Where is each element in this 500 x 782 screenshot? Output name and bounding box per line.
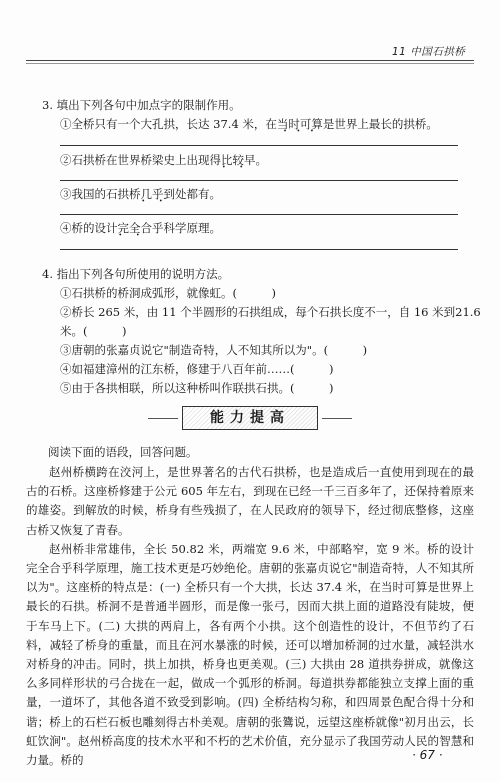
q3-s3-dotted: 几乎 • • (141, 186, 164, 202)
q3-sentence-2 (60, 152, 267, 168)
q3-s1-dotted: 当时可算 • • • (277, 116, 323, 132)
q3-s4-dotted: 完全 • • (118, 220, 141, 236)
q3-sentence-1 (60, 116, 438, 132)
q3-answer-line-4[interactable] (60, 249, 458, 250)
q4-item-4: ④如福建漳州的江东桥，修建于八百年前……( ) (60, 362, 334, 376)
q3-s4-pre: ④桥的设计 (60, 221, 118, 235)
q4-item-3: ③唐朝的张嘉贞说它"制造奇特，人不知其所以为"。( ) (60, 343, 368, 357)
q3-s2-pre: ②石拱桥在世界桥梁史上出现得 (60, 153, 221, 167)
q4-item-1: ①石拱桥的桥洞成弧形，就像虹。( ) (60, 286, 276, 300)
q3-s3-pre: ③我国的石拱桥 (60, 187, 141, 201)
chapter-header: 11 中国石拱桥 (392, 46, 466, 58)
q3-s1-pre: ①全桥只有一个大孔拱，长达 37.4 米，在 (60, 117, 277, 131)
reading-instruction: 阅读下面的语段，回答问题。 (48, 445, 198, 459)
header-rule-thin (26, 63, 474, 64)
question-4-heading: 4. 指出下列各句所使用的说明方法。 (42, 267, 230, 281)
q4-item-2-cont: 米。( ) (60, 324, 127, 338)
header-rule (26, 60, 474, 61)
q3-sentence-4 (60, 220, 221, 236)
banner-rule-left (148, 418, 178, 419)
page-number: · 67 · (412, 748, 443, 762)
q3-s1-post: 是世界上最长的拱桥。 (322, 117, 438, 131)
q3-s4-post: 合乎科学原理。 (140, 221, 221, 235)
q3-sentence-3 (60, 186, 221, 202)
q3-s3-post: 到处都有。 (163, 187, 221, 201)
q3-answer-line-1[interactable] (60, 145, 458, 146)
q4-item-2: ②桥长 265 米，由 11 个半圆形的石拱组成，每个石拱长度不一，自 16 米到21.6 (60, 305, 481, 319)
reading-passage (26, 463, 474, 770)
q3-s2-post: 早。 (244, 153, 267, 167)
section-banner: 能力提高 (182, 406, 318, 430)
q3-answer-line-2[interactable] (60, 180, 458, 181)
reading-paragraph-2: 赵州桥非常雄伟，全长 50.82 米，两端宽 9.6 米，中部略窄，宽 9 米。桥的设计完全合乎科学原理，施工技术更是巧妙绝伦。唐朝的张嘉贞说它"制造奇特，人不知其所以为"。这座桥的特点是：(一) 全桥只有一个大拱，长达 37.4 米，在当时可算是世界上最长的石拱。桥洞不是普通半圆形，而是像一张弓，因而大拱上面的道路没有陡坡，便于车马上下。(二) 大拱的两肩上，各有两个小拱。这个创造性的设计，不但节约了石料，减轻了桥身的重量，而且在河水暴涨的时候，还可以增加桥洞的过水量，减轻洪水对桥身的冲击。同时，拱上加拱，桥身也更美观。(三) 大拱由 28 道拱券拼成，就像这么多同样形状的弓合拢在一起，做成一个弧形的桥洞。每道拱券都能独立支撑上面的重量，一道坏了，其他各道不致受到影响。(四) 全桥结构匀称，和四周景色配合得十分和谐；桥上的石栏石板也雕刻得古朴美观。唐朝的张鷟说，远望这座桥就像"初月出云，长虹饮涧"。赵州桥高度的技术水平和不朽的艺术价值，充分显示了我国劳动人民的智慧和力量。桥的 (26, 541, 474, 768)
q3-s2-dotted: 比较 • • (221, 152, 244, 168)
reading-paragraph-1: 赵州桥横跨在洨河上，是世界著名的古代石拱桥，也是造成后一直使用到现在的最古的石桥。这座桥修建于公元 605 年左右，到现在已经一千三百多年了，还保持着原来的雄姿。到解放的时候，桥身有些残损了，在人民政府的领导下，经过彻底整修，这座古桥又恢复了青春。 (26, 465, 474, 537)
banner-rule-right (322, 418, 352, 419)
q4-item-5: ⑤由于各拱相联，所以这种桥叫作联拱石拱。( ) (60, 381, 334, 395)
q3-answer-line-3[interactable] (60, 214, 458, 215)
question-3-heading: 3. 填出下列各句中加点字的限制作用。 (42, 98, 241, 112)
